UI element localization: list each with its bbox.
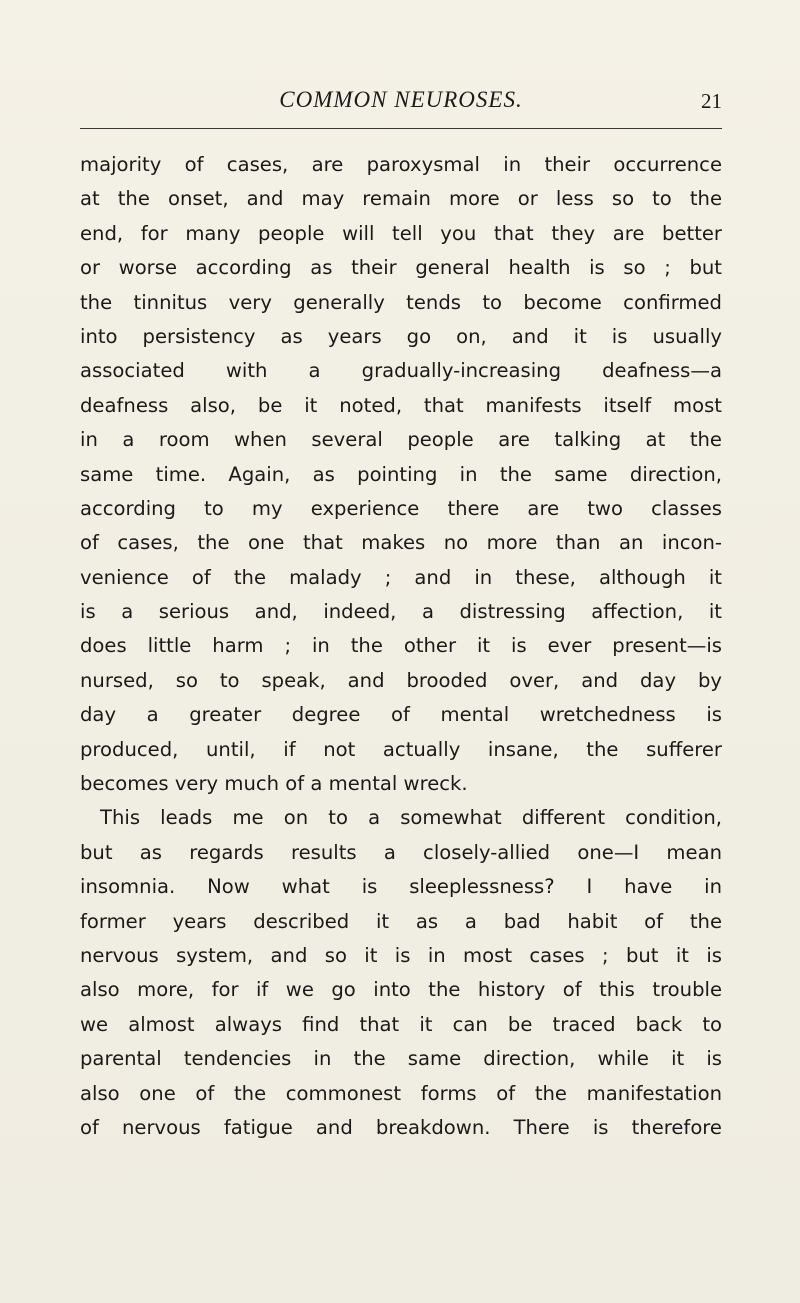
- text-line: also one of the commonest forms of the manifestation: [80, 1081, 722, 1105]
- running-head: COMMON NEUROSES.: [279, 87, 523, 112]
- text-line: nursed, so to speak, and brooded over, and day by: [80, 668, 722, 692]
- text-line: parental tendencies in the same direction, while it is: [80, 1047, 722, 1071]
- text-line: of cases, the one that makes no more than an incon-: [80, 531, 722, 555]
- text-line: same time. Again, as pointing in the same direction,: [80, 462, 722, 486]
- text-line: This leads me on to a somewhat different condition,: [100, 806, 722, 830]
- header-rule: [80, 128, 722, 129]
- text-line: associated with a gradually-increasing deafness—a: [80, 359, 722, 383]
- text-line: insomnia. Now what is sleeplessness? I have in: [80, 875, 722, 899]
- body-text: [80, 148, 722, 1145]
- text-line: into persistency as years go on, and it is usually: [80, 324, 722, 348]
- text-line: the tinnitus very generally tends to become confirmed: [80, 290, 722, 314]
- text-line: venience of the malady ; and in these, although it: [80, 565, 722, 589]
- text-line: does little harm ; in the other it is ever present—is: [80, 634, 722, 658]
- page-number: 21: [701, 89, 722, 113]
- text-line: produced, until, if not actually insane, the sufferer: [80, 737, 722, 761]
- text-line: according to my experience there are two classes: [80, 496, 722, 520]
- text-line: also more, for if we go into the history of this trouble: [80, 978, 722, 1002]
- text-line: becomes very much of a mental wreck.: [80, 772, 468, 796]
- text-line: of nervous fatigue and breakdown. There is therefore: [80, 1115, 722, 1139]
- text-line: nervous system, and so it is in most cases ; but it is: [80, 943, 722, 967]
- text-line: at the onset, and may remain more or less so to the: [80, 187, 722, 211]
- text-line: in a room when several people are talking at the: [80, 428, 722, 452]
- text-line: former years described it as a bad habit of the: [80, 909, 722, 933]
- text-line: is a serious and, indeed, a distressing affection, it: [80, 600, 722, 624]
- text-line: but as regards results a closely-allied one—I mean: [80, 840, 722, 864]
- text-line: deafness also, be it noted, that manifests itself most: [80, 393, 722, 417]
- text-line: day a greater degree of mental wretchedness is: [80, 703, 722, 727]
- text-line: or worse according as their general health is so ; but: [80, 256, 722, 280]
- text-line: majority of cases, are paroxysmal in their occurrence: [80, 153, 722, 176]
- text-line: end, for many people will tell you that they are better: [80, 221, 722, 245]
- text-line: we almost always find that it can be traced back to: [80, 1012, 722, 1036]
- page-header: [80, 86, 722, 116]
